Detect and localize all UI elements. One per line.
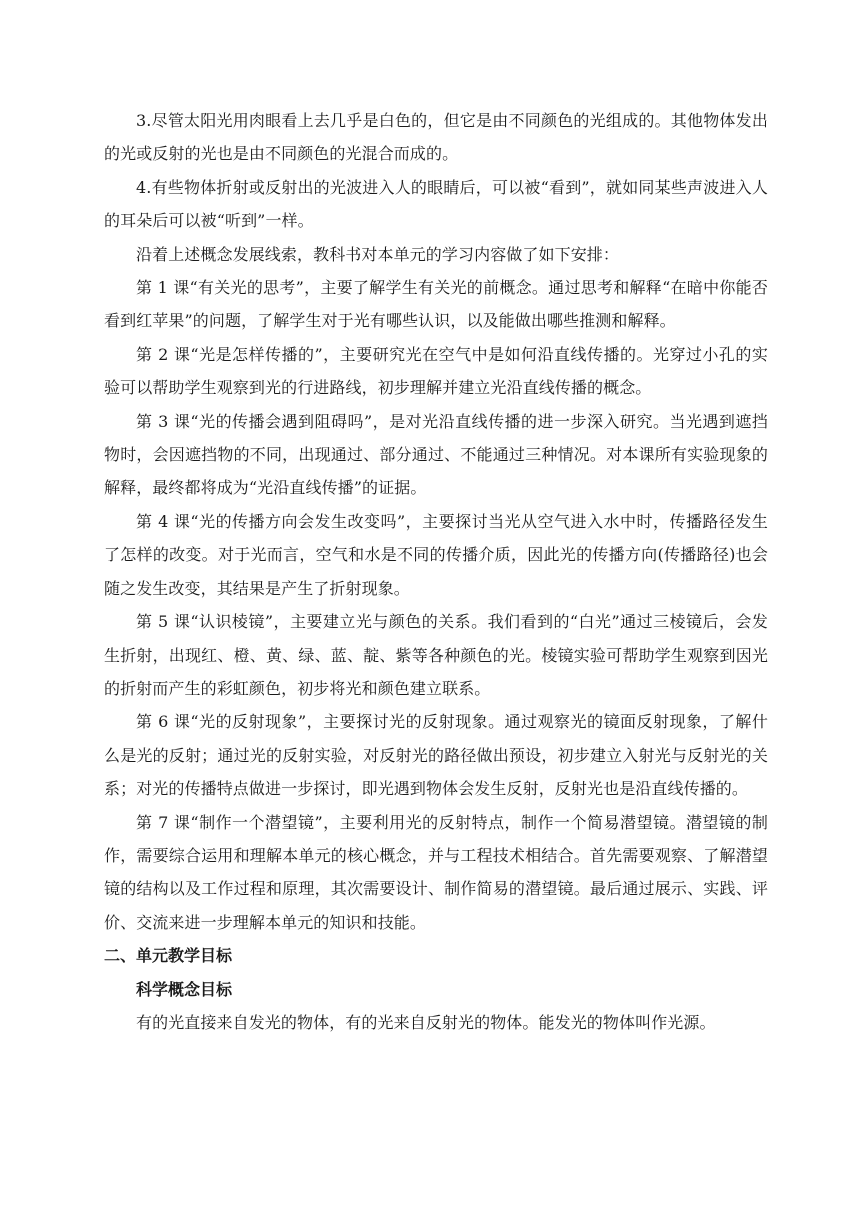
paragraph-concept-4: 4.有些物体折射或反射出的光波进入人的眼睛后，可以被“看到”，就如同某些声波进入人的耳朵后可以被“听到”一样。 <box>104 177 768 231</box>
paragraph-lesson-4: 第 4 课“光的传播方向会发生改变吗”，主要探讨当光从空气进入水中时，传播路径发生了怎样的改变。对于光而言，空气和水是不同的传播介质，因此光的传播方向(传播路径)也会随之发生改变，其结果是产生了折射现象。 <box>104 511 768 598</box>
paragraph-arrangement-intro: 沿着上述概念发展线索，教科书对本单元的学习内容做了如下安排： <box>136 244 620 264</box>
subheading: 科学概念目标 <box>136 979 233 999</box>
paragraph-lesson-6: 第 6 课“光的反射现象”，主要探讨光的反射现象。通过观察光的镜面反射现象，了解什么是光的反射；通过光的反射实验，对反射光的路径做出预设，初步建立入射光与反射光的关系；对光的传播特点做进一步探讨，即光遇到物体会发生反射，反射光也是沿直线传播的。 <box>104 712 768 799</box>
document-page <box>104 104 768 1039</box>
paragraph-lesson-3: 第 3 课“光的传播会遇到阻碍吗”，是对光沿直线传播的进一步深入研究。当光遇到遮挡物时，会因遮挡物的不同，出现通过、部分通过、不能通过三种情况。对本课所有实验现象的解释，最终都将成为“光沿直线传播”的证据。 <box>104 411 768 498</box>
paragraph-lesson-7: 第 7 课“制作一个潜望镜”，主要利用光的反射特点，制作一个简易潜望镜。潜望镜的制作，需要综合运用和理解本单元的核心概念，并与工程技术相结合。首先需要观察、了解潜望镜的结构以及工作过程和原理，其次需要设计、制作简易的潜望镜。最后通过展示、实践、评价、交流来进一步理解本单元的知识和技能。 <box>104 812 768 932</box>
paragraph-concept-goal: 有的光直接来自发光的物体，有的光来自反射光的物体。能发光的物体叫作光源。 <box>136 1012 716 1032</box>
paragraph-lesson-2: 第 2 课“光是怎样传播的”，主要研究光在空气中是如何沿直线传播的。光穿过小孔的实验可以帮助学生观察到光的行进路线，初步理解并建立光沿直线传播的概念。 <box>104 344 768 398</box>
paragraph-lesson-5: 第 5 课“认识棱镜”，主要建立光与颜色的关系。我们看到的“白光”通过三棱镜后，会发生折射，出现红、橙、黄、绿、蓝、靛、紫等各种颜色的光。棱镜实验可帮助学生观察到因光的折射而产生的彩虹颜色，初步将光和颜色建立联系。 <box>104 612 768 698</box>
paragraph-lesson-1: 第 1 课“有关光的思考”，主要了解学生有关光的前概念。通过思考和解释“在暗中你能否看到红苹果”的问题，了解学生对于光有哪些认识，以及能做出哪些推测和解释。 <box>104 278 768 331</box>
section-heading: 二、单元教学目标 <box>104 946 233 966</box>
paragraph-concept-3: 3.尽管太阳光用肉眼看上去几乎是白色的，但它是由不同颜色的光组成的。其他物体发出的光或反射的光也是由不同颜色的光混合而成的。 <box>104 111 768 164</box>
